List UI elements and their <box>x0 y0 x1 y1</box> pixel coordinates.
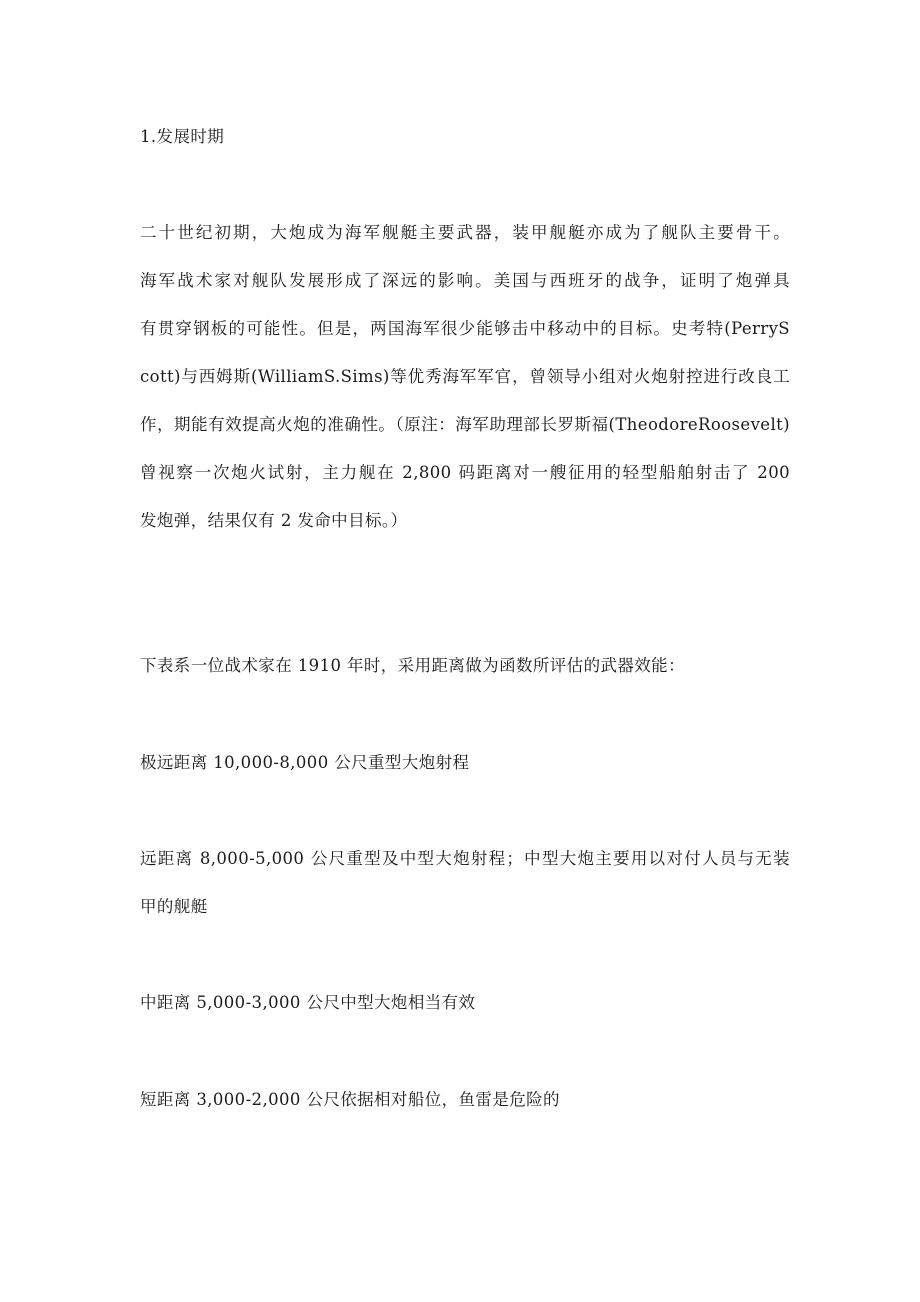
paragraph-line: 作，期能有效提高火炮的准确性。（原注：海军助理部长罗斯福(TheodoreRoosevelt) <box>140 415 790 434</box>
paragraph-line: 二十世纪初期，大炮成为海军舰艇主要武器，装甲舰艇亦成为了舰队主要骨干。 <box>140 223 790 242</box>
paragraph-line: 曾视察一次炮火试射，主力舰在 2,800 码距离对一艘征用的轻型船舶射击了 200 <box>140 463 790 482</box>
range-short: 短距离 3,000-2,000 公尺依据相对船位，鱼雷是危险的 <box>140 1090 560 1109</box>
section-heading: 1.发展时期 <box>140 127 225 146</box>
range-long: 远距离 8,000-5,000 公尺重型及中型大炮射程；中型大炮主要用以对付人员与无装 <box>140 849 790 868</box>
paragraph-line: 发炮弹，结果仅有 2 发命中目标。） <box>140 511 408 530</box>
paragraph-line: cott)与西姆斯(WilliamS.Sims)等优秀海军军官，曾领导小组对火炮射控进行改良工 <box>140 367 790 386</box>
paragraph-line: 海军战术家对舰队发展形成了深远的影响。美国与西班牙的战争，证明了炮弹具 <box>140 271 790 290</box>
range-medium: 中距离 5,000-3,000 公尺中型大炮相当有效 <box>140 993 476 1012</box>
paragraph-line: 有贯穿钢板的可能性。但是，两国海军很少能够击中移动中的目标。史考特(PerryS <box>140 319 790 338</box>
range-long-continued: 甲的舰艇 <box>140 897 208 916</box>
range-extreme: 极远距离 10,000-8,000 公尺重型大炮射程 <box>140 753 470 772</box>
table-intro: 下表系一位战术家在 1910 年时，采用距离做为函数所评估的武器效能： <box>140 656 685 675</box>
